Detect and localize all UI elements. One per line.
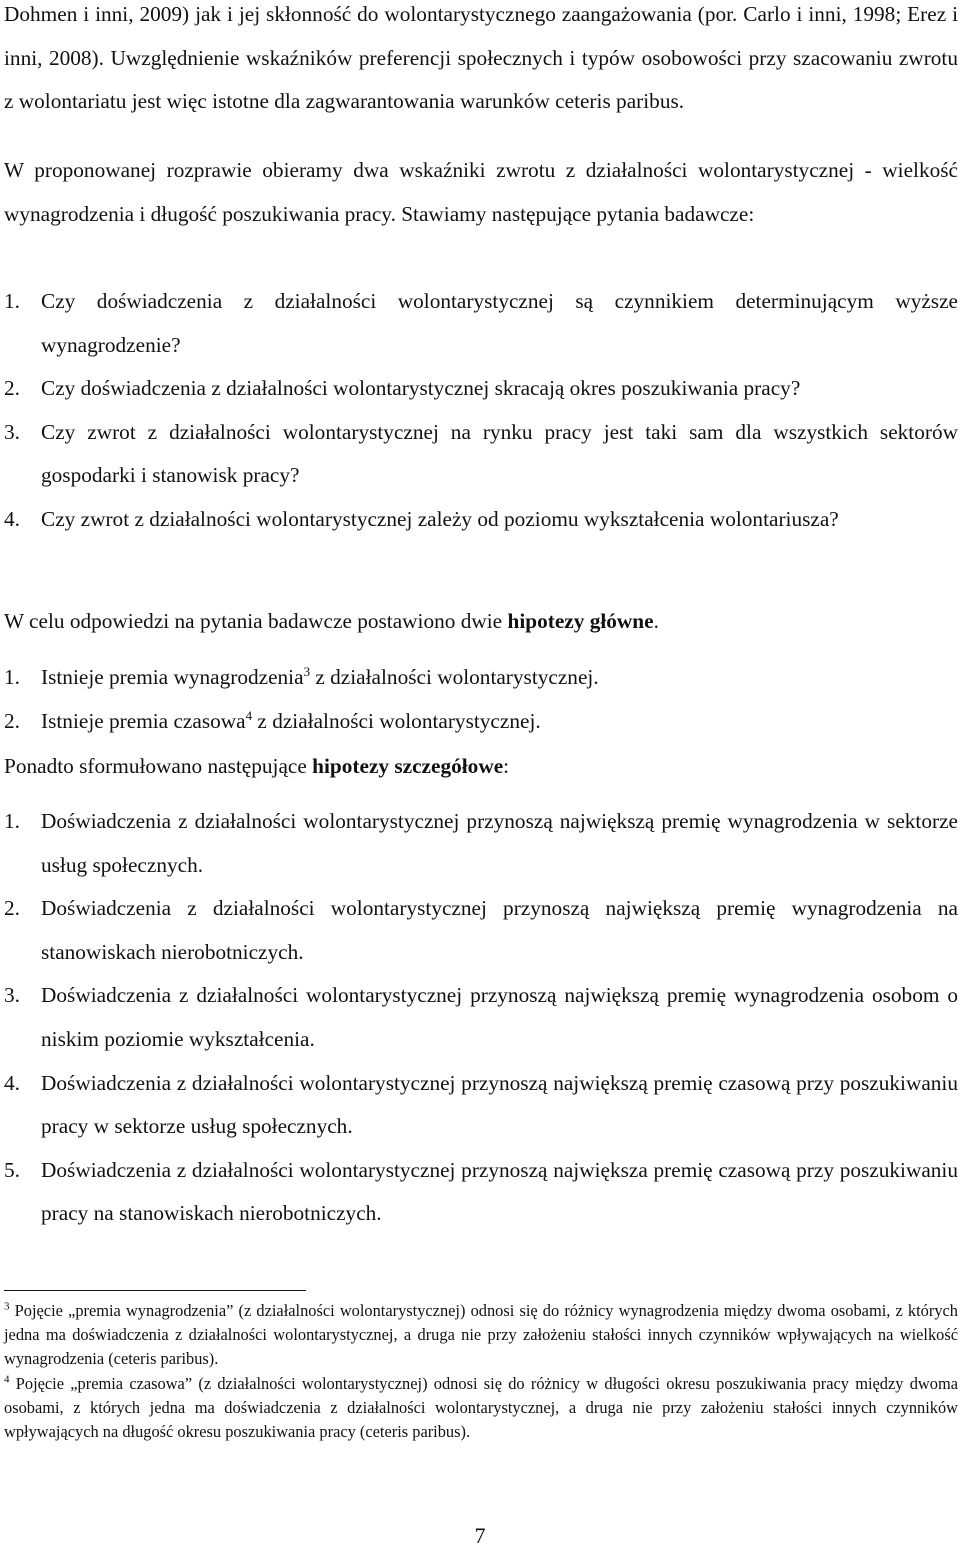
footnotes (4, 1299, 958, 1444)
list-item: 3. Czy zwrot z działalności wolontarystycznej na rynku pracy jest taki sam dla wszystkich sektorów gospodarki i stanowisk pracy? (4, 419, 958, 488)
list-item: 5. Doświadczenia z działalności wolontarystycznej przynoszą największa premię czasową przy poszukiwaniu pracy na stanowiskach nierobotniczych. (4, 1157, 958, 1226)
list-item: 2. Doświadczenia z działalności wolontarystycznej przynoszą największą premię wynagrodzenia na stanowiskach nierobotniczych. (4, 896, 958, 964)
footnote: $^3$ Pojęcie „premia wynagrodzenia” (z działalności wolontarystycznej) odnosi się do różnicy wynagrodzenia między dwoma osobami, z których jedna ma doświadczenia z działalności wolontarystycznej, a druga nie przy założeniu stałości innych czynników wpływających na wielkość wynagrodzenia (ceteris paribus). (4, 1300, 958, 1369)
list-item: 1. Doświadczenia z działalności wolontarystycznej przynoszą największą premię wynagrodzenia w sektorze usług społecznych. (4, 809, 958, 877)
page-number: 7 (474, 1523, 486, 1548)
list-item: 4. Doświadczenia z działalności wolontarystycznej przynoszą największą premię czasową przy poszukiwaniu pracy w sektorze usług społecznych. (4, 1070, 958, 1139)
list-item: 3. Doświadczenia z działalności wolontarystycznej przynoszą największą premię wynagrodzenia osobom o niskim poziomie wykształcenia. (4, 983, 958, 1051)
main-hypotheses-intro: W celu odpowiedzi na pytania badawcze postawiono dwie hipotezy główne. (4, 609, 659, 633)
detailed-hypotheses-intro: Ponadto sformułowano następujące hipotezy szczegółowe: (4, 754, 510, 778)
research-questions-list (4, 280, 958, 542)
main-hypotheses-list (4, 656, 958, 743)
list-item: 2. Istnieje premia czasowa$^4$ z działalności wolontarystycznej. (4, 707, 541, 733)
bold-term: hipotezy szczegółowe (312, 754, 504, 778)
paragraph-research-questions-intro: W proponowanej rozprawie obieramy dwa wskaźniki zwrotu z działalności wolontarystycznej - wielkość wynagrodzenia i długość poszukiwania pracy. Stawiamy następujące pytania badawcze: (4, 158, 958, 226)
footnote-mark: 4 (4, 1373, 10, 1386)
list-item: 1. Czy doświadczenia z działalności wolontarystycznej są czynnikiem determinującym wyższe wynagrodzenie? (4, 289, 958, 357)
list-item: 4. Czy zwrot z działalności wolontarystycznej zależy od poziomu wykształcenia wolontariusza? (4, 506, 839, 531)
footnote: $^4$ Pojęcie „premia czasowa” (z działalności wolontarystycznej) odnosi się do różnicy w długości okresu poszukiwania pracy między dwoma osobami, z których jedna ma doświadczenia z działalności wolontarystycznej, a druga nie przy założeniu stałości innych czynników wpływających na długość okresu poszukiwania pracy (ceteris paribus). (4, 1373, 958, 1442)
list-item: 2. Czy doświadczenia z działalności wolontarystycznej skracają okres poszukiwania pracy? (4, 376, 801, 401)
list-item: 1. Istnieje premia wynagrodzenia$^3$ z działalności wolontarystycznej. (4, 663, 599, 689)
footnote-mark: 3 (4, 1300, 10, 1313)
paragraph-continuation: Dohmen i inni, 2009) jak i jej skłonność do wolontarystycznego zaangażowania (por. Carlo i inni, 1998; Erez i inni, 2008). Uwzględnienie wskaźników preferencji społecznych i typów osobowości przy szacowaniu zwrotu z wolontariatu jest więc istotne dla zagwarantowania warunków ceteris paribus. (4, 2, 958, 114)
footnote-ref: 3 (303, 663, 311, 679)
footnote-ref: 4 (245, 707, 253, 723)
bold-term: hipotezy główne (507, 609, 654, 633)
footnote-separator (4, 1290, 306, 1291)
detailed-hypotheses-list (4, 800, 958, 1236)
